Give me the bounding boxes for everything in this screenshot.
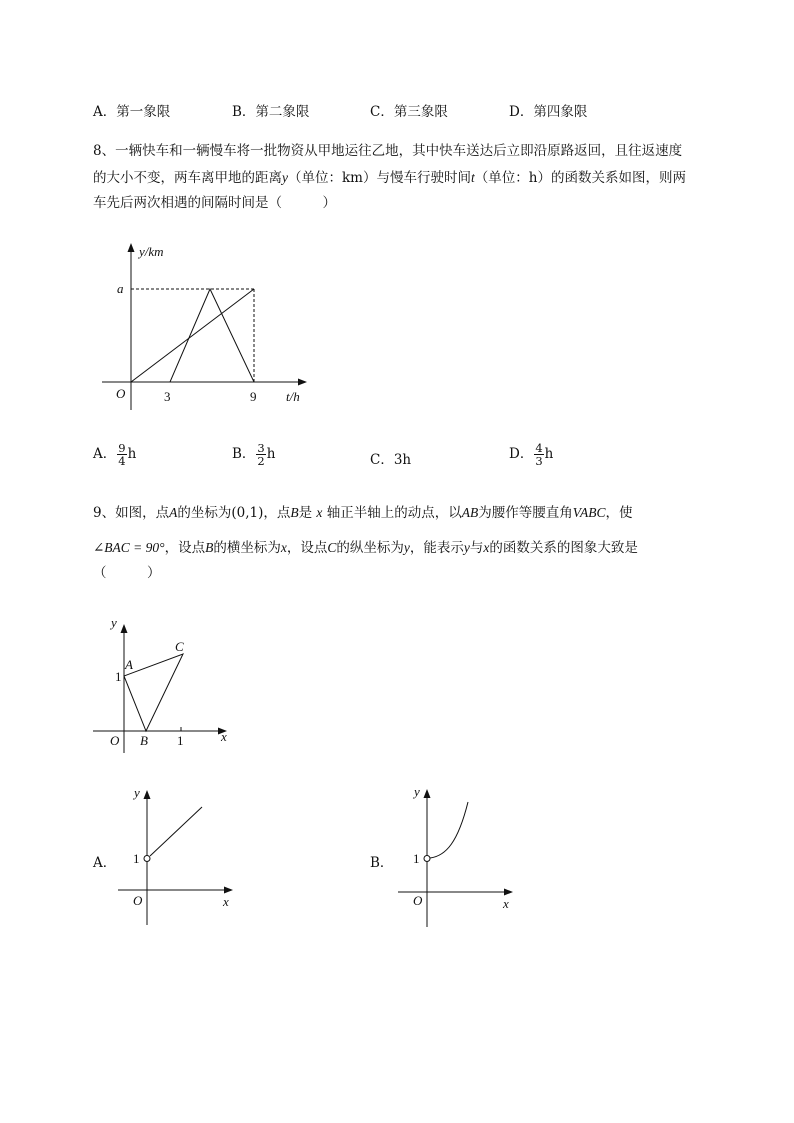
q8-a-label: a xyxy=(117,281,124,296)
q8-option-a[interactable]: A． $\frac{9}{4}$ h xyxy=(93,441,137,468)
q9-fig-x-label: x xyxy=(221,729,227,744)
option-text: 第四象限 xyxy=(533,104,588,120)
q9-line-2: ∠BAC = 90°，设点B的横坐标为x，设点C的纵坐标为y，能表示y与x的函数关系的图象大致是 xyxy=(93,540,638,556)
q8-line-2: 的大小不变，两车离甲地的距离y（单位：km）与慢车行驶时间t（单位：h）的函数关系如图，则两 xyxy=(93,170,686,186)
q8-option-c[interactable]: C．3h xyxy=(370,452,412,468)
q9a-x-label: x xyxy=(223,894,229,909)
fraction: $\frac{4}{3}$ xyxy=(535,441,543,468)
fraction: $\frac{9}{4}$ xyxy=(118,441,126,468)
q9b-o-label: O xyxy=(413,893,423,908)
q9-option-a[interactable]: A． xyxy=(93,855,117,871)
q9a-y-label: y xyxy=(134,785,140,800)
q8-line-3: 车先后两次相遇的间隔时间是（ ） xyxy=(93,195,336,211)
option-letter: A． xyxy=(93,104,117,120)
option-letter: B． xyxy=(232,104,256,120)
q9-fig-y-label: y xyxy=(111,615,117,630)
q9-option-b[interactable]: B． xyxy=(370,855,394,871)
q8-origin-label: O xyxy=(116,386,126,401)
q8-tick-3: 3 xyxy=(164,389,171,404)
q9a-one-label: 1 xyxy=(133,851,140,866)
q9b-x-arrow xyxy=(504,889,513,896)
q8-option-b[interactable]: B． $\frac{3}{2}$ h xyxy=(232,441,276,468)
q8-line-1: 8、一辆快车和一辆慢车将一批物资从甲地运往乙地，其中快车送达后立即沿原路返回，且往返速度 xyxy=(93,143,683,159)
q9-fig-a-label: A xyxy=(125,657,133,672)
q9-fig-one-label: 1 xyxy=(115,669,122,684)
q9b-y-arrow xyxy=(424,789,431,798)
q9b-y-label: y xyxy=(414,784,420,799)
q8-xlabel: t/h xyxy=(286,389,300,404)
q9-fig-b-label: B xyxy=(140,733,148,748)
q8-tick-9: 9 xyxy=(250,389,257,404)
q8-option-d[interactable]: D． $\frac{4}{3}$ h xyxy=(509,441,554,468)
option-text: 第三象限 xyxy=(393,104,448,120)
q9-line-1: 9、如图，点A的坐标为(0,1)，点B是 x 轴正半轴上的动点，以AB为腰作等腰直角VABC，使 xyxy=(93,505,633,521)
q9-fig-c-label: C xyxy=(175,639,184,654)
q8-ylabel: y/km xyxy=(139,244,164,259)
q9-line-3: （ ） xyxy=(93,565,161,581)
q9b-curve xyxy=(430,802,468,858)
option-letter: D． xyxy=(509,104,534,120)
option-text: 第二象限 xyxy=(255,104,310,120)
q9a-o-label: O xyxy=(133,893,143,908)
q9b-x-label: x xyxy=(503,896,509,911)
option-text: 第一象限 xyxy=(116,104,171,120)
q9-fig-one-x-label: 1 xyxy=(177,733,184,748)
q9-fig-o-label: O xyxy=(110,733,120,748)
fraction: $\frac{3}{2}$ xyxy=(257,441,265,468)
q9b-open-point xyxy=(424,856,430,862)
q9b-one-label: 1 xyxy=(413,851,420,866)
option-letter: C． xyxy=(370,104,394,120)
